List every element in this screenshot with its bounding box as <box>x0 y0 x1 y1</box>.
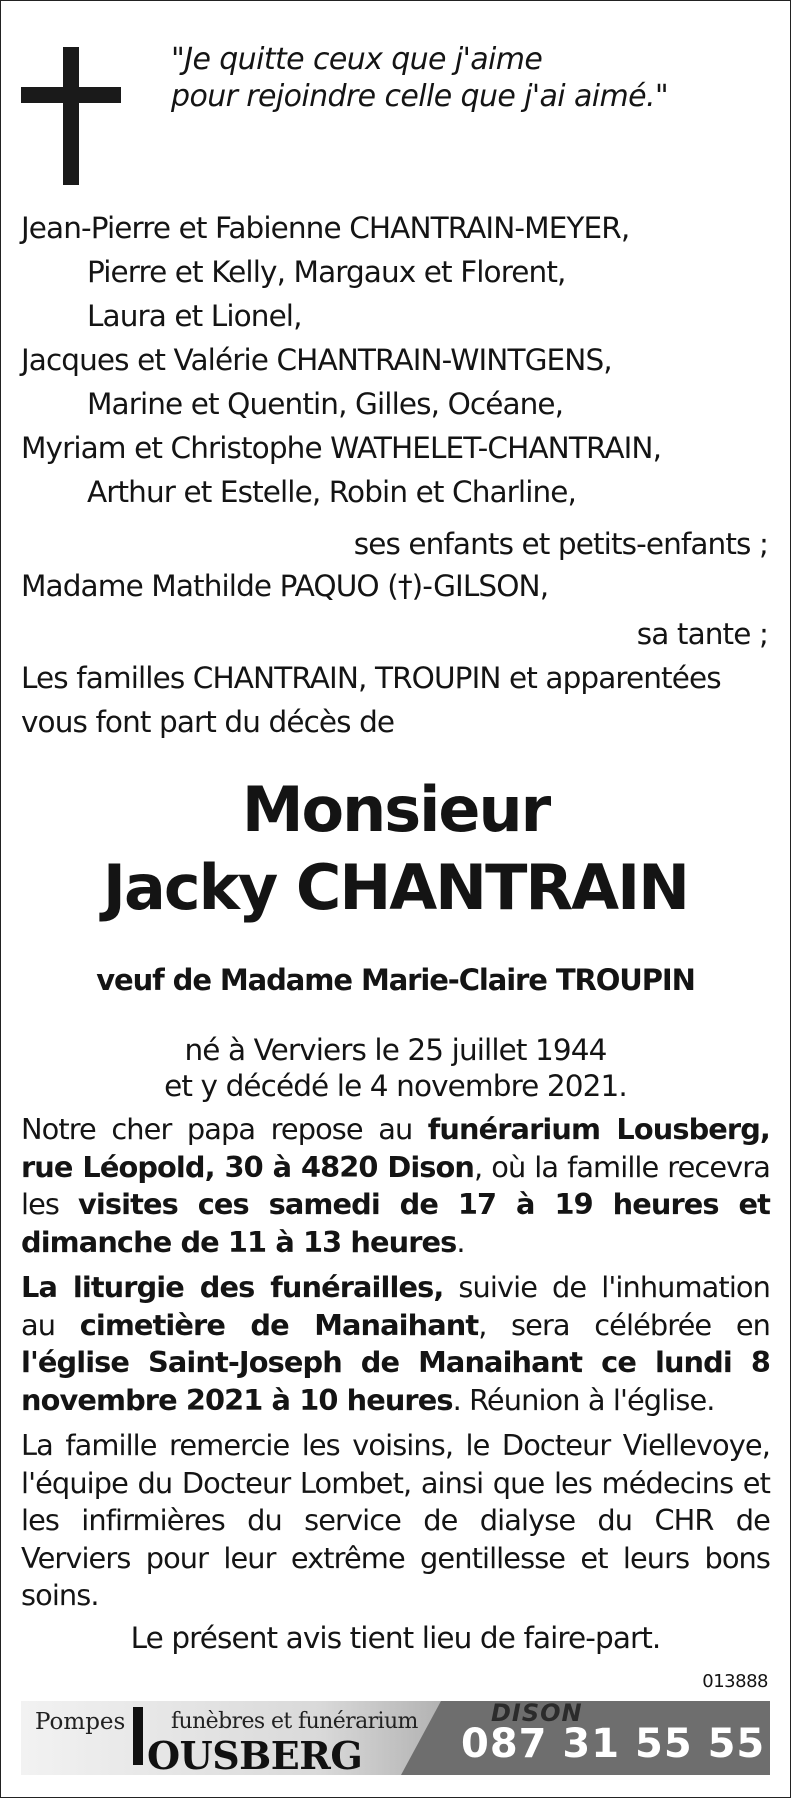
banner-town: DISON <box>491 1701 583 1727</box>
deceased-name: Jacky CHANTRAIN <box>102 851 689 924</box>
funeral-home-banner <box>21 1701 770 1775</box>
quote-line-2: pour rejoindre celle que j'ai aimé." <box>171 79 669 114</box>
family-line: Marine et Quentin, Gilles, Océane, <box>87 387 564 421</box>
banner-funebres: funèbres et funérarium <box>171 1709 418 1734</box>
family-line: Madame Mathilde PAQUO (†)-GILSON, <box>21 569 549 603</box>
banner-pompes: Pompes <box>35 1709 126 1735</box>
deceased-title: Monsieur <box>241 773 550 846</box>
paragraph-funeral: La liturgie des funérailles, suivie de l'inhumation au cimetière de Manaihant, sera célébrée en l'église Saint-Joseph de Manaihant ce lundi 8 novembre 2021 à 10 heures. Réunion à l'église. <box>21 1270 770 1417</box>
cross-icon <box>63 47 79 185</box>
family-line: Pierre et Kelly, Margaux et Florent, <box>87 255 566 289</box>
family-line: vous font part du décès de <box>21 705 395 739</box>
logo-letter-l <box>133 1707 143 1765</box>
family-line: Jacques et Valérie CHANTRAIN-WINTGENS, <box>21 343 612 377</box>
family-line: Les familles CHANTRAIN, TROUPIN et apparentées <box>21 661 721 695</box>
closing-line: Le présent avis tient lieu de faire-part. <box>130 1621 661 1655</box>
family-line: Myriam et Christophe WATHELET-CHANTRAIN, <box>21 431 662 465</box>
paragraph-visit: Notre cher papa repose au funérarium Lousberg, rue Léopold, 30 à 4820 Dison, où la famille recevra les visites ces samedi de 17 à 19 heures et dimanche de 11 à 13 heures. <box>21 1112 770 1259</box>
reference-number: 013888 <box>702 1671 768 1692</box>
cross-icon-bar <box>21 87 121 103</box>
family-line: Arthur et Estelle, Robin et Charline, <box>87 475 577 509</box>
family-line: Laura et Lionel, <box>87 299 302 333</box>
family-line: sa tante ; <box>636 617 768 651</box>
quote-line-1: "Je quitte ceux que j'aime <box>171 42 543 77</box>
death-line: et y décédé le 4 novembre 2021. <box>164 1069 627 1103</box>
widower-line: veuf de Madame Marie-Claire TROUPIN <box>96 963 695 997</box>
family-line: Jean-Pierre et Fabienne CHANTRAIN-MEYER, <box>21 211 630 245</box>
quote <box>171 41 771 115</box>
brand-name: OUSBERG <box>147 1733 363 1775</box>
paragraph-thanks: La famille remercie les voisins, le Docteur Viellevoye, l'équipe du Docteur Lombet, ainsi que les médecins et les infirmières du service de dialyse du CHR de Verviers pour leur extrême gentillesse et leurs bons soins. <box>21 1428 770 1612</box>
birth-line: né à Verviers le 25 juillet 1944 <box>184 1033 607 1067</box>
phone-number: 087 31 55 55 <box>461 1721 766 1767</box>
family-line: ses enfants et petits-enfants ; <box>353 527 768 561</box>
